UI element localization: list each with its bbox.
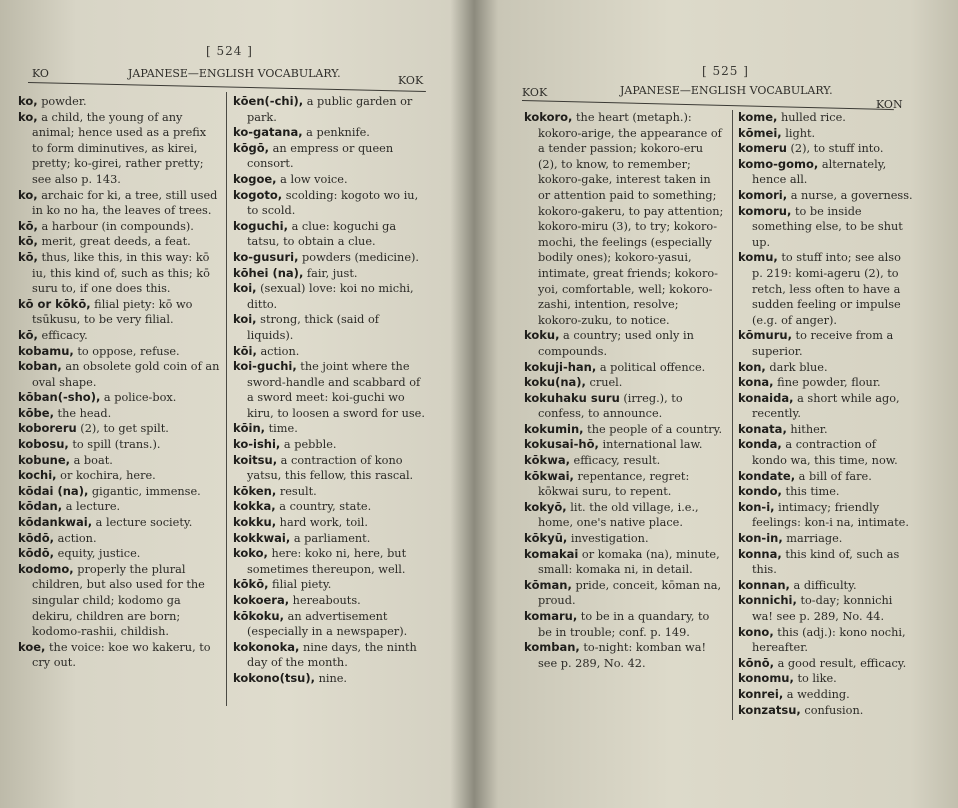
entry-definition: a difficulty. xyxy=(789,578,857,592)
dictionary-entry xyxy=(233,172,425,188)
entry-definition: equity, justice. xyxy=(54,547,141,561)
dictionary-entry xyxy=(738,593,914,624)
entry-headword: kobosu, xyxy=(18,437,69,452)
dictionary-entry xyxy=(233,344,425,360)
entry-definition: a wedding. xyxy=(783,687,850,701)
entry-definition: a child, the young of any animal; hence used as a prefix to form diminutives, as kirei, pretty; ko-girei, rather pretty; see also p. 143. xyxy=(32,110,207,186)
entry-definition: an advertisement (especially in a newspaper). xyxy=(247,609,408,639)
entry-headword: koguchi, xyxy=(233,218,288,233)
entry-headword: kodomo, xyxy=(18,561,74,576)
dictionary-entry xyxy=(738,141,914,157)
entry-headword: kōdan, xyxy=(18,499,63,514)
dictionary-entry xyxy=(18,344,220,360)
column-divider xyxy=(732,110,733,720)
entry-headword: konnan, xyxy=(738,577,790,592)
entry-headword: koe, xyxy=(18,639,46,654)
entry-headword: kokumin, xyxy=(524,421,584,436)
entry-headword: ko-ishi, xyxy=(233,437,281,452)
right-page xyxy=(480,0,958,808)
entry-definition: gigantic, immense. xyxy=(88,484,201,498)
dictionary-entry xyxy=(233,484,425,500)
dictionary-entry xyxy=(18,531,220,547)
dictionary-entry xyxy=(18,546,220,562)
entry-definition: a political offence. xyxy=(596,360,706,374)
entry-headword: kōman, xyxy=(524,577,572,592)
dictionary-entry xyxy=(524,328,724,359)
dictionary-entry xyxy=(233,593,425,609)
entry-definition: or komaka (na), minute, small: komaka ni, in detail. xyxy=(538,547,720,577)
dictionary-entry xyxy=(524,469,724,500)
entry-headword: kokuji-han, xyxy=(524,359,597,374)
entry-definition: powders (medicine). xyxy=(298,250,420,264)
entry-headword: kō, xyxy=(18,249,38,264)
entry-headword: komeru xyxy=(738,141,787,156)
dictionary-entry xyxy=(18,437,220,453)
right-column-2 xyxy=(738,110,914,718)
dictionary-entry xyxy=(233,281,425,312)
dictionary-entry xyxy=(233,266,425,282)
entry-definition: a boat. xyxy=(70,453,113,467)
entry-headword: konrei, xyxy=(738,686,784,701)
dictionary-entry xyxy=(233,609,425,640)
entry-headword: ko, xyxy=(18,94,38,108)
entry-definition: a country, state. xyxy=(275,500,372,514)
entry-definition: lit. the old village, i.e., home, one's native place. xyxy=(538,500,699,530)
dictionary-entry xyxy=(738,126,914,142)
entry-definition: a contraction of kondo wa, this time, now. xyxy=(752,438,898,468)
entry-definition: hulled rice. xyxy=(777,111,846,124)
entry-headword: komu, xyxy=(738,250,778,265)
running-head-left: KOK xyxy=(522,86,548,99)
entry-definition: a bill of fare. xyxy=(795,469,872,483)
entry-definition: international law. xyxy=(598,438,703,452)
entry-headword: kono, xyxy=(738,624,774,639)
entry-definition: the heart (metaph.): kokoro-arige, the appearance of a tender passion; kokoro-eru (2), to know, to remember; kokoro-gake, interest taken in or attention paid to something; kokoro-gakeru, to pay attention; kokoro-miru (3), to try; kokoro-mochi, the feelings (especially bodily ones); kokoro-yasui, intimate, great friends; kokoro-yoi, comfortable, well; kokoro-zashi, intention, resolve; kokoro-zuku, to notice. xyxy=(538,111,724,327)
dictionary-entry xyxy=(738,422,914,438)
entry-definition: a clue: koguchi ga tatsu, to obtain a clue. xyxy=(247,219,397,249)
dictionary-entry xyxy=(233,499,425,515)
entry-definition: a public garden or park. xyxy=(247,95,413,124)
entry-headword: kondate, xyxy=(738,468,796,483)
dictionary-entry xyxy=(738,110,914,126)
entry-headword: kobune, xyxy=(18,452,71,467)
left-column-1 xyxy=(18,94,220,671)
entry-definition: scolding: kogoto wo iu, to scold. xyxy=(247,188,419,218)
page-number: [ 524 ] xyxy=(206,44,253,58)
entry-headword: kobamu, xyxy=(18,343,74,358)
entry-headword: kon, xyxy=(738,359,766,374)
entry-definition: alternately, hence all. xyxy=(752,157,887,187)
entry-definition: the head. xyxy=(53,406,112,420)
entry-headword: kogoto, xyxy=(233,187,283,202)
dictionary-entry xyxy=(738,547,914,578)
entry-headword: kōdō, xyxy=(18,546,55,561)
entry-headword: kō or kōkō, xyxy=(18,296,91,311)
dictionary-entry xyxy=(233,125,425,141)
entry-definition: strong, thick (said of liquids). xyxy=(247,313,379,342)
dictionary-entry xyxy=(738,469,914,485)
entry-headword: kokonoka, xyxy=(233,639,300,654)
entry-definition: this (adj.): kono nochi, hereafter. xyxy=(752,625,906,655)
entry-definition: efficacy, result. xyxy=(569,454,661,468)
right-column-1 xyxy=(524,110,724,671)
entry-headword: kogoe, xyxy=(233,171,277,186)
entry-definition: fair, just. xyxy=(303,266,358,280)
dictionary-entry xyxy=(738,484,914,500)
entry-definition: merit, great deeds, a feat. xyxy=(37,235,191,249)
entry-definition: a lecture. xyxy=(62,500,121,514)
entry-headword: kō, xyxy=(18,234,38,249)
entry-headword: kokka, xyxy=(233,499,276,514)
dictionary-entry xyxy=(524,437,724,453)
dictionary-entry xyxy=(233,671,425,687)
left-page xyxy=(0,0,470,808)
entry-definition: (2), to stuff into. xyxy=(786,142,884,156)
entry-definition: a good result, efficacy. xyxy=(774,656,907,670)
entry-headword: kōkoku, xyxy=(233,608,284,623)
entry-headword: kōen(-chi), xyxy=(233,94,304,108)
entry-headword: kokuhaku suru xyxy=(524,390,620,405)
entry-headword: konaida, xyxy=(738,390,794,405)
dictionary-entry xyxy=(233,94,425,125)
dictionary-entry xyxy=(738,578,914,594)
entry-headword: kōkwa, xyxy=(524,453,570,468)
entry-definition: action. xyxy=(256,344,300,358)
entry-definition: powder. xyxy=(37,95,87,108)
entry-definition: the voice: koe wo kakeru, to cry out. xyxy=(32,640,211,670)
dictionary-entry xyxy=(524,640,724,671)
header-rule xyxy=(522,100,894,110)
entry-headword: komoru, xyxy=(738,203,792,218)
dictionary-entry xyxy=(18,250,220,297)
dictionary-entry xyxy=(524,110,724,328)
dictionary-entry xyxy=(233,312,425,343)
dictionary-entry xyxy=(738,328,914,359)
dictionary-entry xyxy=(18,234,220,250)
dictionary-entry xyxy=(18,499,220,515)
entry-definition: filial piety. xyxy=(268,578,332,592)
entry-definition: hard work, toil. xyxy=(276,516,368,530)
entry-headword: kōdai (na), xyxy=(18,483,89,498)
dictionary-entry xyxy=(233,421,425,437)
dictionary-entry xyxy=(524,391,724,422)
dictionary-entry xyxy=(738,500,914,531)
entry-definition: to spill (trans.). xyxy=(68,438,161,452)
running-head-right: KOK xyxy=(398,74,424,87)
entry-headword: konnichi, xyxy=(738,593,797,608)
running-head-right: KON xyxy=(876,98,903,111)
dictionary-entry xyxy=(738,391,914,422)
entry-definition: efficacy. xyxy=(37,328,88,342)
entry-definition: fine powder, flour. xyxy=(773,376,881,390)
entry-definition: a harbour (in compounds). xyxy=(37,219,194,233)
dictionary-entry xyxy=(524,531,724,547)
entry-headword: konna, xyxy=(738,546,782,561)
entry-headword: kōnō, xyxy=(738,655,775,670)
entry-headword: kōbe, xyxy=(18,405,54,420)
entry-definition: light. xyxy=(781,126,816,140)
dictionary-entry xyxy=(18,453,220,469)
dictionary-entry xyxy=(738,671,914,687)
dictionary-entry xyxy=(18,359,220,390)
entry-definition: to receive from a superior. xyxy=(752,329,894,358)
page-number: [ 525 ] xyxy=(702,64,749,78)
entry-definition: to stuff into; see also p. 219: komi-ageru (2), to retch, less often to have a sudden feeling or impulse (e.g. of anger). xyxy=(752,251,901,327)
entry-headword: kōban(-sho), xyxy=(18,390,101,405)
entry-definition: archaic for ki, a tree, still used in ko no ha, the leaves of trees. xyxy=(32,188,218,218)
entry-headword: kokoera, xyxy=(233,593,290,607)
dictionary-entry xyxy=(738,437,914,468)
dictionary-entry xyxy=(233,250,425,266)
entry-headword: kome, xyxy=(738,110,778,124)
dictionary-entry xyxy=(18,484,220,500)
entry-definition: here: koko ni, here, but sometimes thereupon, well. xyxy=(247,547,407,576)
dictionary-entry xyxy=(18,406,220,422)
entry-definition: investigation. xyxy=(567,532,649,546)
entry-definition: a contraction of kono yatsu, this fellow, this rascal. xyxy=(247,453,414,483)
dictionary-entry xyxy=(18,219,220,235)
entry-definition: an empress or queen consort. xyxy=(247,141,394,171)
entry-definition: or kochira, here. xyxy=(56,469,156,483)
entry-definition: repentance, regret: kōkwai suru, to repent. xyxy=(538,469,690,499)
entry-definition: action. xyxy=(54,531,97,545)
entry-definition: a country; used only in compounds. xyxy=(538,329,694,358)
dictionary-entry xyxy=(524,578,724,609)
entry-headword: kōdō, xyxy=(18,530,55,545)
dictionary-entry xyxy=(233,640,425,671)
entry-headword: kokyō, xyxy=(524,499,567,514)
entry-definition: a police-box. xyxy=(100,391,177,405)
dictionary-entry xyxy=(524,500,724,531)
entry-headword: kōkwai, xyxy=(524,468,574,483)
entry-headword: koku(na), xyxy=(524,375,586,390)
entry-headword: kō, xyxy=(18,218,38,233)
entry-headword: kon-in, xyxy=(738,531,783,546)
dictionary-entry xyxy=(738,625,914,656)
dictionary-entry xyxy=(18,515,220,531)
entry-definition: intimacy; friendly feelings: kon-i na, intimate. xyxy=(752,500,909,530)
entry-headword: kon-i, xyxy=(738,499,775,514)
entry-headword: komaru, xyxy=(524,609,578,623)
dictionary-entry xyxy=(18,188,220,219)
entry-definition: pride, conceit, kōman na, proud. xyxy=(538,578,722,608)
dictionary-entry xyxy=(738,703,914,719)
dictionary-entry xyxy=(524,375,724,391)
dictionary-entry xyxy=(233,453,425,484)
dictionary-entry xyxy=(18,328,220,344)
dictionary-entry xyxy=(233,359,425,421)
entry-definition: hither. xyxy=(786,422,828,436)
dictionary-entry xyxy=(233,437,425,453)
entry-definition: (irreg.), to confess, to announce. xyxy=(538,391,683,421)
entry-headword: koi, xyxy=(233,312,257,327)
dictionary-entry xyxy=(738,656,914,672)
entry-definition: a penknife. xyxy=(302,126,370,140)
entry-headword: komakai xyxy=(524,546,579,561)
entry-headword: kōi, xyxy=(233,343,257,358)
entry-headword: konda, xyxy=(738,437,782,452)
entry-headword: kōmei, xyxy=(738,125,782,140)
entry-headword: koboreru xyxy=(18,421,77,436)
entry-definition: this kind of, such as this. xyxy=(752,547,900,577)
entry-definition: (2), to get spilt. xyxy=(76,422,169,436)
entry-headword: kōin, xyxy=(233,421,266,436)
entry-definition: time. xyxy=(265,422,298,436)
entry-headword: kochi, xyxy=(18,468,57,483)
entry-headword: kōken, xyxy=(233,483,277,498)
dictionary-entry xyxy=(18,562,220,640)
column-divider xyxy=(226,92,227,706)
entry-definition: confusion. xyxy=(800,703,864,717)
header-rule xyxy=(28,82,426,92)
entry-definition: filial piety: kō wo tsūkusu, to be very filial. xyxy=(32,297,193,327)
dictionary-entry xyxy=(738,687,914,703)
entry-definition: to-day; konnichi wa! see p. 289, No. 44. xyxy=(752,594,893,623)
entry-definition: cruel. xyxy=(585,376,623,390)
entry-headword: kokusai-hō, xyxy=(524,437,599,452)
entry-definition: this time. xyxy=(781,485,840,499)
entry-definition: to be inside something else, to be shut up. xyxy=(752,204,903,249)
left-column-2 xyxy=(233,94,425,687)
dictionary-entry xyxy=(233,546,425,577)
dictionary-entry xyxy=(524,547,724,578)
entry-headword: kōhei (na), xyxy=(233,265,304,280)
entry-headword: koko, xyxy=(233,546,268,561)
entry-headword: ko, xyxy=(18,109,38,124)
running-head-title: JAPANESE—ENGLISH VOCABULARY. xyxy=(620,84,833,97)
entry-headword: kōkyū, xyxy=(524,531,568,546)
dictionary-entry xyxy=(233,515,425,531)
entry-headword: konzatsu, xyxy=(738,702,801,717)
entry-definition: to oppose, refuse. xyxy=(73,344,180,358)
entry-headword: komori, xyxy=(738,187,788,202)
entry-definition: to like. xyxy=(793,672,837,686)
entry-headword: koi, xyxy=(233,281,257,296)
running-head-title: JAPANESE—ENGLISH VOCABULARY. xyxy=(128,67,341,80)
dictionary-entry xyxy=(233,577,425,593)
entry-headword: kō, xyxy=(18,327,38,342)
dictionary-entry xyxy=(738,157,914,188)
entry-definition: a nurse, a governess. xyxy=(787,188,913,202)
dictionary-entry xyxy=(18,110,220,188)
entry-headword: koban, xyxy=(18,359,62,374)
entry-definition: thus, like this, in this way: kō iu, this kind of, such as this; kō suru to, if one does this. xyxy=(32,250,210,296)
entry-definition: a short while ago, recently. xyxy=(752,391,900,421)
dictionary-entry xyxy=(738,360,914,376)
dictionary-entry xyxy=(233,188,425,219)
dictionary-entry xyxy=(18,297,220,328)
dictionary-entry xyxy=(233,531,425,547)
entry-headword: koku, xyxy=(524,328,560,343)
entry-definition: result. xyxy=(276,484,317,498)
dictionary-entry xyxy=(524,422,724,438)
entry-headword: kōgō, xyxy=(233,140,270,155)
entry-headword: ko, xyxy=(18,187,38,202)
dictionary-entry xyxy=(524,609,724,640)
entry-definition: a pebble. xyxy=(280,438,337,452)
entry-definition: an obsolete gold coin of an oval shape. xyxy=(32,360,220,389)
entry-headword: koitsu, xyxy=(233,452,278,467)
dictionary-entry xyxy=(738,250,914,328)
dictionary-entry xyxy=(738,204,914,251)
entry-definition: marriage. xyxy=(782,532,843,546)
dictionary-entry xyxy=(524,360,724,376)
dictionary-entry xyxy=(524,453,724,469)
dictionary-entry xyxy=(18,421,220,437)
entry-definition: hereabouts. xyxy=(289,594,361,607)
entry-headword: kōmuru, xyxy=(738,328,792,343)
entry-headword: koi-guchi, xyxy=(233,359,297,374)
entry-definition: nine. xyxy=(314,671,348,685)
entry-definition: dark blue. xyxy=(765,360,828,374)
entry-definition: a lecture society. xyxy=(92,516,193,530)
entry-definition: a parliament. xyxy=(290,531,371,545)
entry-headword: kokono(tsu), xyxy=(233,670,315,685)
entry-headword: konomu, xyxy=(738,671,794,686)
entry-headword: komo-gomo, xyxy=(738,156,819,171)
running-head-left: KO xyxy=(32,67,49,80)
entry-definition: a low voice. xyxy=(276,172,348,186)
dictionary-entry xyxy=(738,531,914,547)
entry-headword: ko-gusuri, xyxy=(233,249,299,264)
entry-headword: kōdankwai, xyxy=(18,515,93,530)
entry-definition: the people of a country. xyxy=(583,422,723,436)
entry-headword: kokkwai, xyxy=(233,530,291,545)
entry-headword: ko-gatana, xyxy=(233,125,303,140)
entry-definition: to-night: komban wa! see p. 289, No. 42. xyxy=(538,641,706,670)
entry-headword: komban, xyxy=(524,640,580,655)
dictionary-entry xyxy=(233,141,425,172)
dictionary-entry xyxy=(233,219,425,250)
entry-headword: kondo, xyxy=(738,484,782,499)
dictionary-entry xyxy=(738,375,914,391)
entry-definition: to be in a quandary, to be in trouble; conf. p. 149. xyxy=(538,610,710,639)
dictionary-entry xyxy=(18,468,220,484)
dictionary-entry xyxy=(738,188,914,204)
entry-headword: kokoro, xyxy=(524,110,573,124)
dictionary-entry xyxy=(18,390,220,406)
dictionary-entry xyxy=(18,640,220,671)
entry-headword: konata, xyxy=(738,421,787,436)
dictionary-entry xyxy=(18,94,220,110)
entry-definition: properly the plural children, but also used for the singular child; kodomo ga dekiru, children are born; kodomo-rashii, childish. xyxy=(32,562,205,639)
entry-definition: (sexual) love: koi no michi, ditto. xyxy=(247,282,414,311)
entry-headword: kokku, xyxy=(233,515,277,530)
entry-definition: nine days, the ninth day of the month. xyxy=(247,640,417,670)
entry-headword: kōkō, xyxy=(233,577,269,592)
entry-headword: kona, xyxy=(738,375,774,390)
entry-definition: the joint where the sword-handle and scabbard of a sword meet: koi-guchi wo kiru, to loosen a sword for use. xyxy=(247,360,425,420)
